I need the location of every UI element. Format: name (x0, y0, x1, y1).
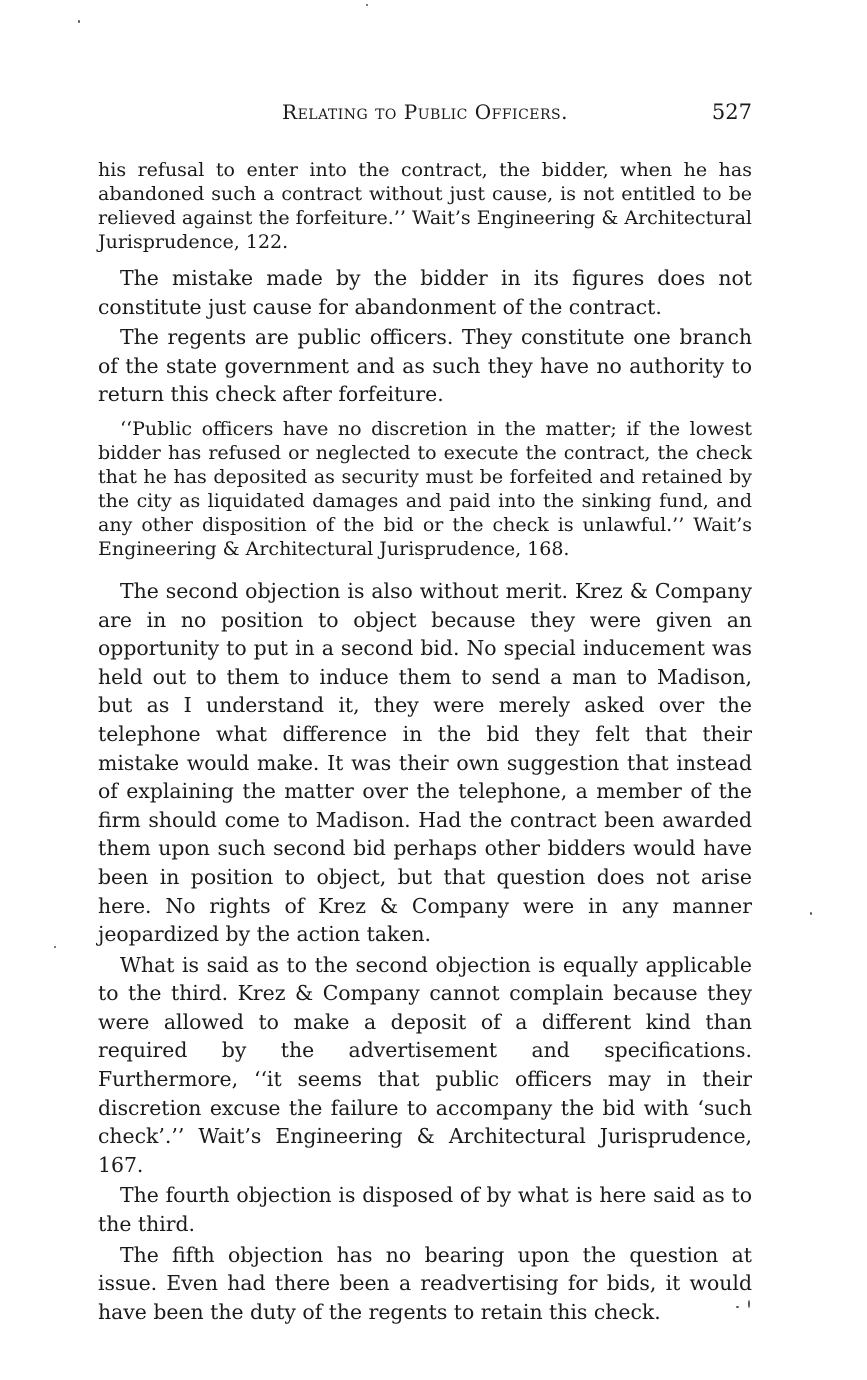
scan-speck (748, 1300, 750, 1308)
scan-speck (54, 946, 56, 948)
paragraph-mistake: The mistake made by the bidder in its figures does not constitute just cause for abandonment of the contract. (98, 266, 752, 319)
scan-speck (736, 1306, 739, 1308)
paragraph-third-objection: What is said as to the second objection is equally applicable to the third. Krez & Company cannot complain because they were allowed to make a deposit of a different kind than required by the advertisement and specifications. Furthermore, ‘‘it seems that public officers may in their discretion excuse the failure to accompany the bid with ‘such check’.’’ Wait’s Engineering & Architectural Jurisprudence, 167. (98, 952, 752, 1177)
paragraph-fourth-objection: The fourth objection is disposed of by what is here said as to the third. (98, 1183, 752, 1237)
paragraph-fifth-objection: The fifth objection has no bearing upon the question at issue. Even had there been a readvertising for bids, it would have been the duty of the regents to retain this check. (98, 1242, 752, 1324)
paragraph-block-quote: ‘‘Public officers have no discretion in the matter; if the lowest bidder has refused or neglected to execute the contract, the check that he has deposited as security must be forfeited and retained by the city as liquidated damages and paid into the sinking fund, and any other disposition of the bid or the check is unlawful.’’ Wait’s Engineering & Architectural Jurisprudence, 168. (98, 417, 752, 560)
scan-speck (78, 20, 80, 23)
page-number: 527 (711, 100, 752, 124)
page-header (98, 100, 752, 130)
scan-speck (366, 4, 368, 6)
body-text (98, 158, 752, 1326)
running-title: Relating to Public Officers. (282, 100, 568, 124)
paragraph-second-objection: The second objection is also without merit. Krez & Company are in no position to object because they were given an opportunity to put in a second bid. No special inducement was held out to them to induce them to send a man to Madison, but as I understand it, they were merely asked over the telephone what difference in the bid they felt that their mistake would make. It was their own suggestion that instead of explaining the matter over the telephone, a member of the firm should come to Madison. Had the contract been awarded them upon such second bid perhaps other bidders would have been in position to object, but that question does not arise here. No rights of Krez & Company were in any manner jeopardized by the action taken. (98, 578, 752, 947)
paragraph-quote-continuation: his refusal to enter into the contract, the bidder, when he has abandoned such a contract without just cause, is not entitled to be relieved against the forfeiture.’’ Wait’s Engineering & Architectural Jurisprudence, 122. (98, 159, 752, 253)
scan-speck (810, 912, 812, 915)
paragraph-regents: The regents are public officers. They constitute one branch of the state government and as such they have no authority to return this check after forfeiture. (98, 325, 752, 407)
